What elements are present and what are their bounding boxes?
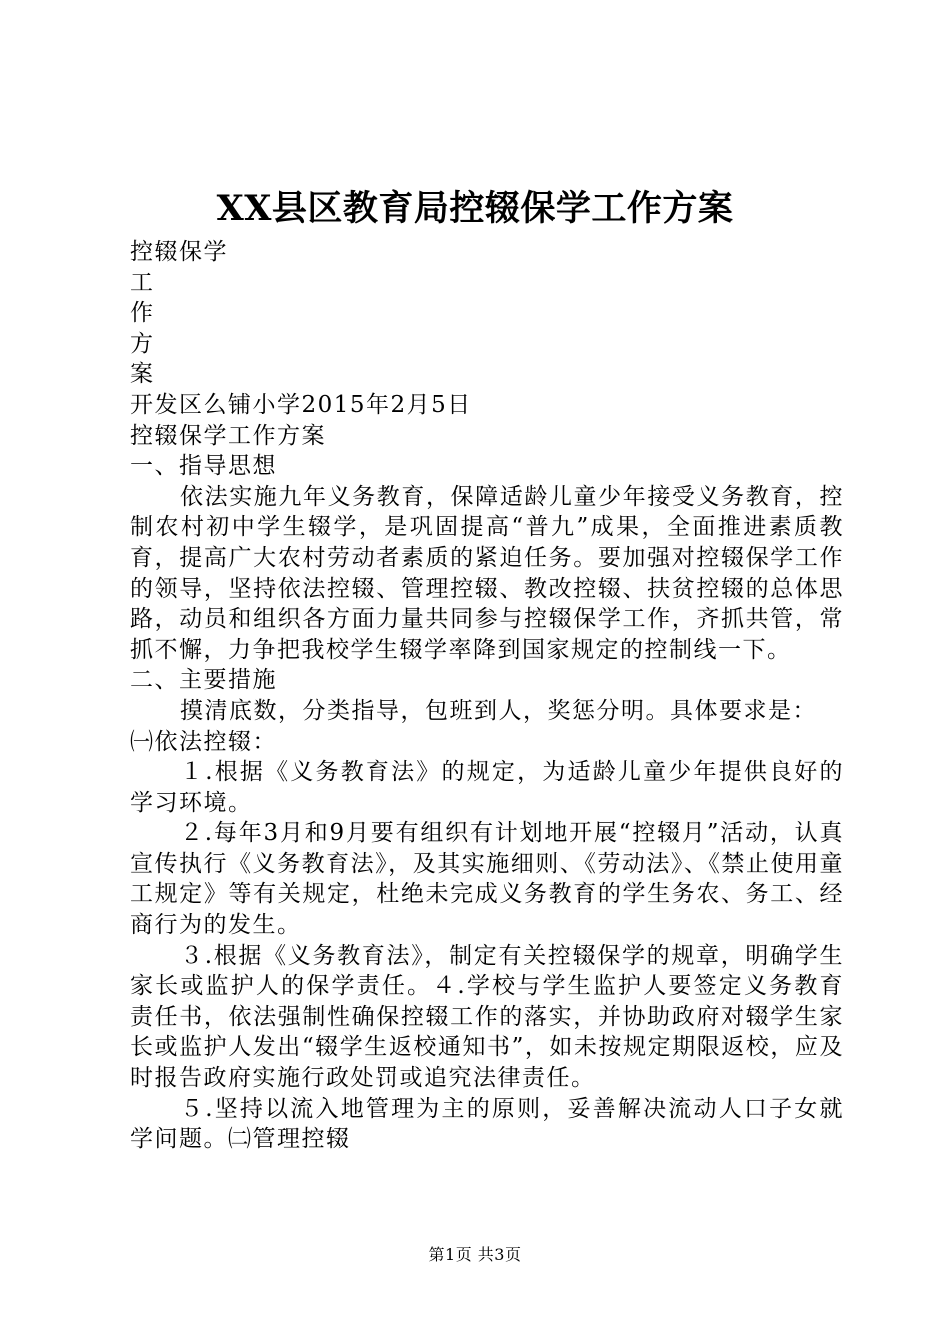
- measure-item-5: ５.坚持以流入地管理为主的原则，妥善解决流动人口子女就学问题。㈡管理控辍: [130, 1095, 844, 1153]
- cover-line-4: 方: [130, 330, 155, 357]
- section2-intro: 摸清底数，分类指导，包班到人，奖惩分明。具体要求是：: [180, 697, 817, 724]
- section1-heading: 一、指导思想: [130, 453, 277, 480]
- document-subtitle: 控辍保学工作方案: [130, 422, 326, 449]
- document-body: [130, 237, 844, 1155]
- measure-item-2: ２.每年3月和9月要有组织有计划地开展“控辍月”活动，认真宣传执行《义务教育法》，及其实施细则、《劳动法》、《禁止使用童工规定》等有关规定，杜绝未完成义务教育的学生务农、务工、经商行为的发生。: [130, 820, 844, 939]
- section1-paragraph: 依法实施九年义务教育，保障适龄儿童少年接受义务教育，控制农村初中学生辍学，是巩固提高“普九”成果，全面推进素质教育，提高广大农村劳动者素质的紧迫任务。要加强对控辍保学工作的领导，坚持依法控辍、管理控辍、教改控辍、扶贫控辍的总体思路，动员和组织各方面力量共同参与控辍保学工作，齐抓共管，常抓不懈，力争把我校学生辍学率降到国家规定的控制线一下。: [130, 483, 844, 663]
- section2-heading: 二、主要措施: [130, 667, 277, 694]
- cover-line-1: 控辍保学: [130, 239, 228, 265]
- document-title: XX县区教育局控辍保学工作方案: [216, 188, 734, 229]
- subsection1-heading: ㈠依法控辍：: [130, 728, 277, 755]
- cover-line-2: 工: [130, 269, 155, 296]
- author-date-line: 开发区么铺小学2015年2月5日: [130, 391, 472, 418]
- measure-item-1: １.根据《义务教育法》的规定，为适龄儿童少年提供良好的学习环境。: [130, 759, 844, 816]
- measure-item-3-4: ３.根据《义务教育法》，制定有关控辍保学的规章，明确学生家长或监护人的保学责任。４.学校与学生监护人要签定义务教育责任书，依法强制性确保控辍工作的落实，并协助政府对辍学生家长或监护人发出“辍学生返校通知书”，如未按规定期限返校，应及时报告政府实施行政处罚或追究法律责任。: [130, 942, 844, 1092]
- cover-line-5: 案: [130, 361, 155, 388]
- page-number-footer: 第1页 共3页: [428, 1245, 522, 1264]
- cover-line-3: 作: [130, 300, 155, 327]
